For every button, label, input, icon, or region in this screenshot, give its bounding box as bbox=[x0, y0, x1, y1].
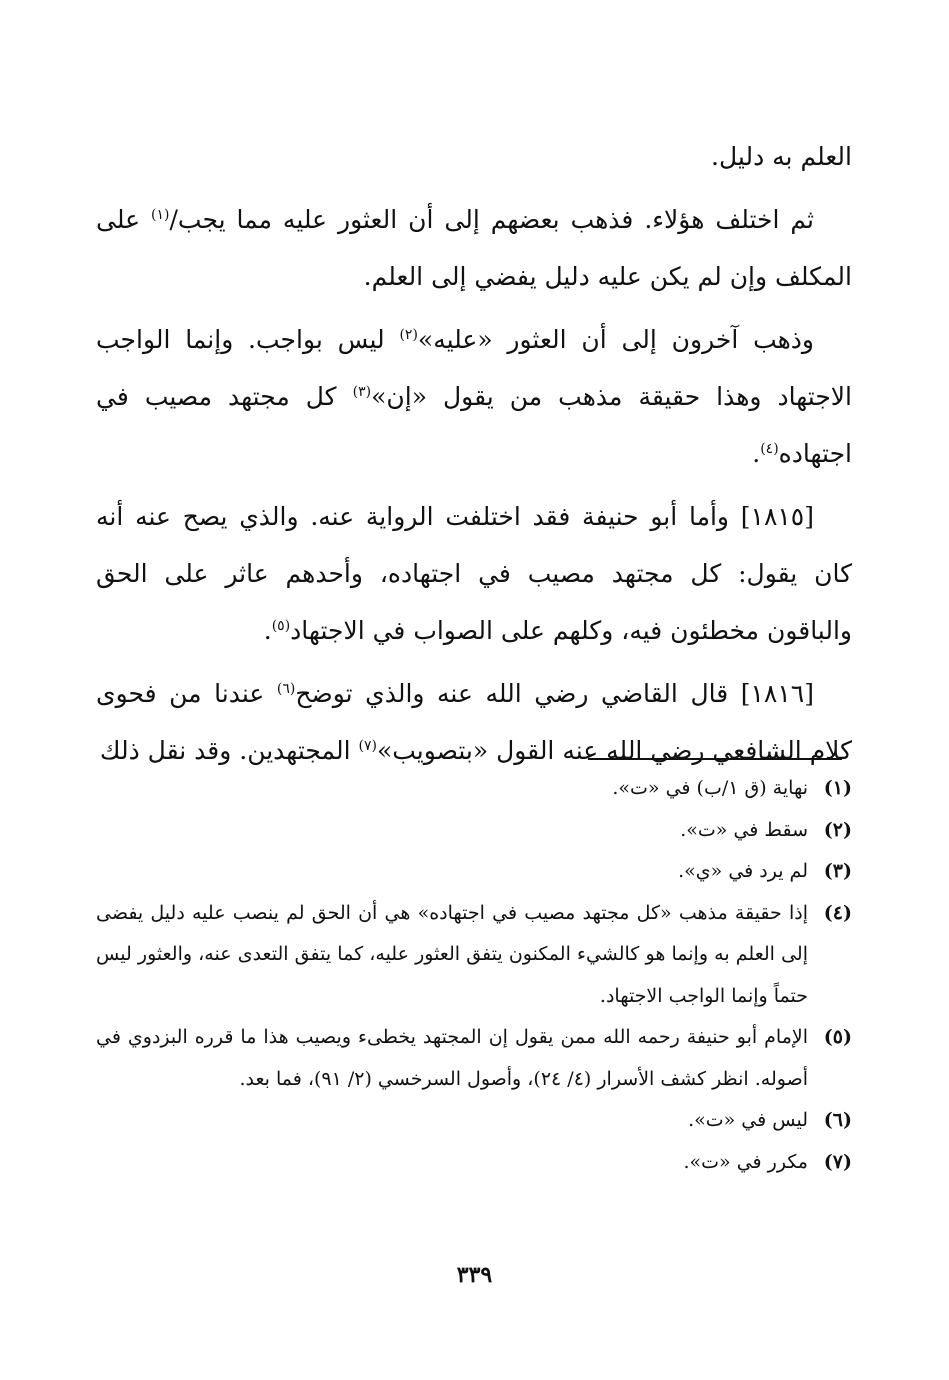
footnote-text: ليس في «ت». bbox=[688, 1109, 808, 1131]
footnote-number: (٦) bbox=[823, 1109, 852, 1131]
footnote-marker: (٧) bbox=[358, 738, 377, 754]
text-run: ثم اختلف هؤلاء. فذهب بعضهم إلى أن العثور عليه مما يجب/ bbox=[169, 205, 814, 234]
text-run: عندنا من فحوى كلام الشافعي رضي الله عنه القول «بتصويب» bbox=[96, 679, 852, 765]
text-run: . bbox=[752, 439, 761, 468]
footnote-marker: (٣) bbox=[352, 384, 372, 400]
footnote-marker: (٤) bbox=[760, 441, 779, 457]
footnote-text: لم يرد في «ي». bbox=[678, 860, 808, 882]
text-run: المجتهدين. وقد نقل ذلك bbox=[99, 736, 359, 765]
footnote-text: الإمام أبو حنيفة رحمه الله ممن يقول إن المجتهد يخطىء ويصيب هذا ما قرره البزدوي في أصوله. انظر كشف الأسرار (٤/ ٢٤)، وأصول السرخسي (٢/ ٩١)، فما بعد. bbox=[96, 1026, 808, 1090]
footnote-text: إذا حقيقة مذهب «كل مجتهد مصيب في اجتهاده» هي أن الحق لم ينصب عليه دليل يفضى إلى العلم به وإنما هو كالشيء المكنون يتفق العثور عليه، كما يتفق التعدى عنه، والعثور ليس حتماً وإنما الواجب الاجتهاد. bbox=[96, 901, 808, 1007]
footnote-number: (٣) bbox=[823, 860, 852, 882]
footnote-marker: (٥) bbox=[271, 618, 291, 634]
main-text bbox=[96, 128, 852, 785]
footnote-item bbox=[96, 1100, 852, 1142]
footnote-divider bbox=[588, 758, 842, 760]
footnote-marker: (١) bbox=[151, 207, 170, 223]
paragraph-2 bbox=[96, 311, 852, 482]
paragraph-4 bbox=[96, 665, 852, 779]
footnote-number: (٤) bbox=[823, 901, 852, 924]
footnote-item bbox=[96, 1017, 852, 1100]
footnote-text: نهاية (ق ١/ب) في «ت». bbox=[612, 777, 808, 799]
page-number: ٣٣٩ bbox=[456, 1262, 493, 1288]
footnote-marker: (٦) bbox=[276, 681, 296, 697]
footnote-text: مكرر في «ت». bbox=[683, 1150, 808, 1173]
footnote-number: (٢) bbox=[823, 818, 852, 841]
text-run: على المكلف وإن لم يكن عليه دليل يفضي إلى العلم. bbox=[96, 205, 852, 291]
text-run: [١٨١٥] وأما أبو حنيفة فقد اختلفت الرواية عنه. والذي يصح عنه أنه كان يقول: كل مجتهد مصيب في اجتهاده، وأحدهم عاثر على الحق والباقون مخطئون فيه، وكلهم على الصواب في الاجتهاد bbox=[96, 502, 852, 645]
text-run: . bbox=[263, 616, 272, 645]
paragraph-1 bbox=[96, 191, 852, 305]
text-run: ليس بواجب. وإنما الواجب الاجتهاد وهذا حقيقة مذهب من يقول «إن» bbox=[96, 325, 853, 411]
footnote-item bbox=[96, 893, 852, 1018]
footnote-text: سقط في «ت». bbox=[680, 818, 808, 841]
footnote-item bbox=[96, 768, 852, 810]
text-run: العلم به دليل. bbox=[711, 142, 852, 171]
paragraph-3 bbox=[96, 488, 852, 659]
text-run: وذهب آخرون إلى أن العثور «عليه» bbox=[417, 325, 815, 354]
footnote-number: (٥) bbox=[823, 1026, 852, 1048]
footnote-item bbox=[96, 851, 852, 893]
footnotes bbox=[96, 768, 852, 1183]
footnote-item bbox=[96, 1142, 852, 1184]
text-run: كل مجتهد مصيب في اجتهاده bbox=[96, 382, 852, 468]
footnote-item bbox=[96, 810, 852, 852]
footnote-number: (١) bbox=[823, 777, 852, 799]
paragraph-0 bbox=[96, 128, 852, 185]
footnote-marker: (٢) bbox=[399, 327, 418, 343]
footnote-number: (٧) bbox=[823, 1150, 852, 1173]
text-run: [١٨١٦] قال القاضي رضي الله عنه والذي توضح bbox=[295, 679, 814, 708]
